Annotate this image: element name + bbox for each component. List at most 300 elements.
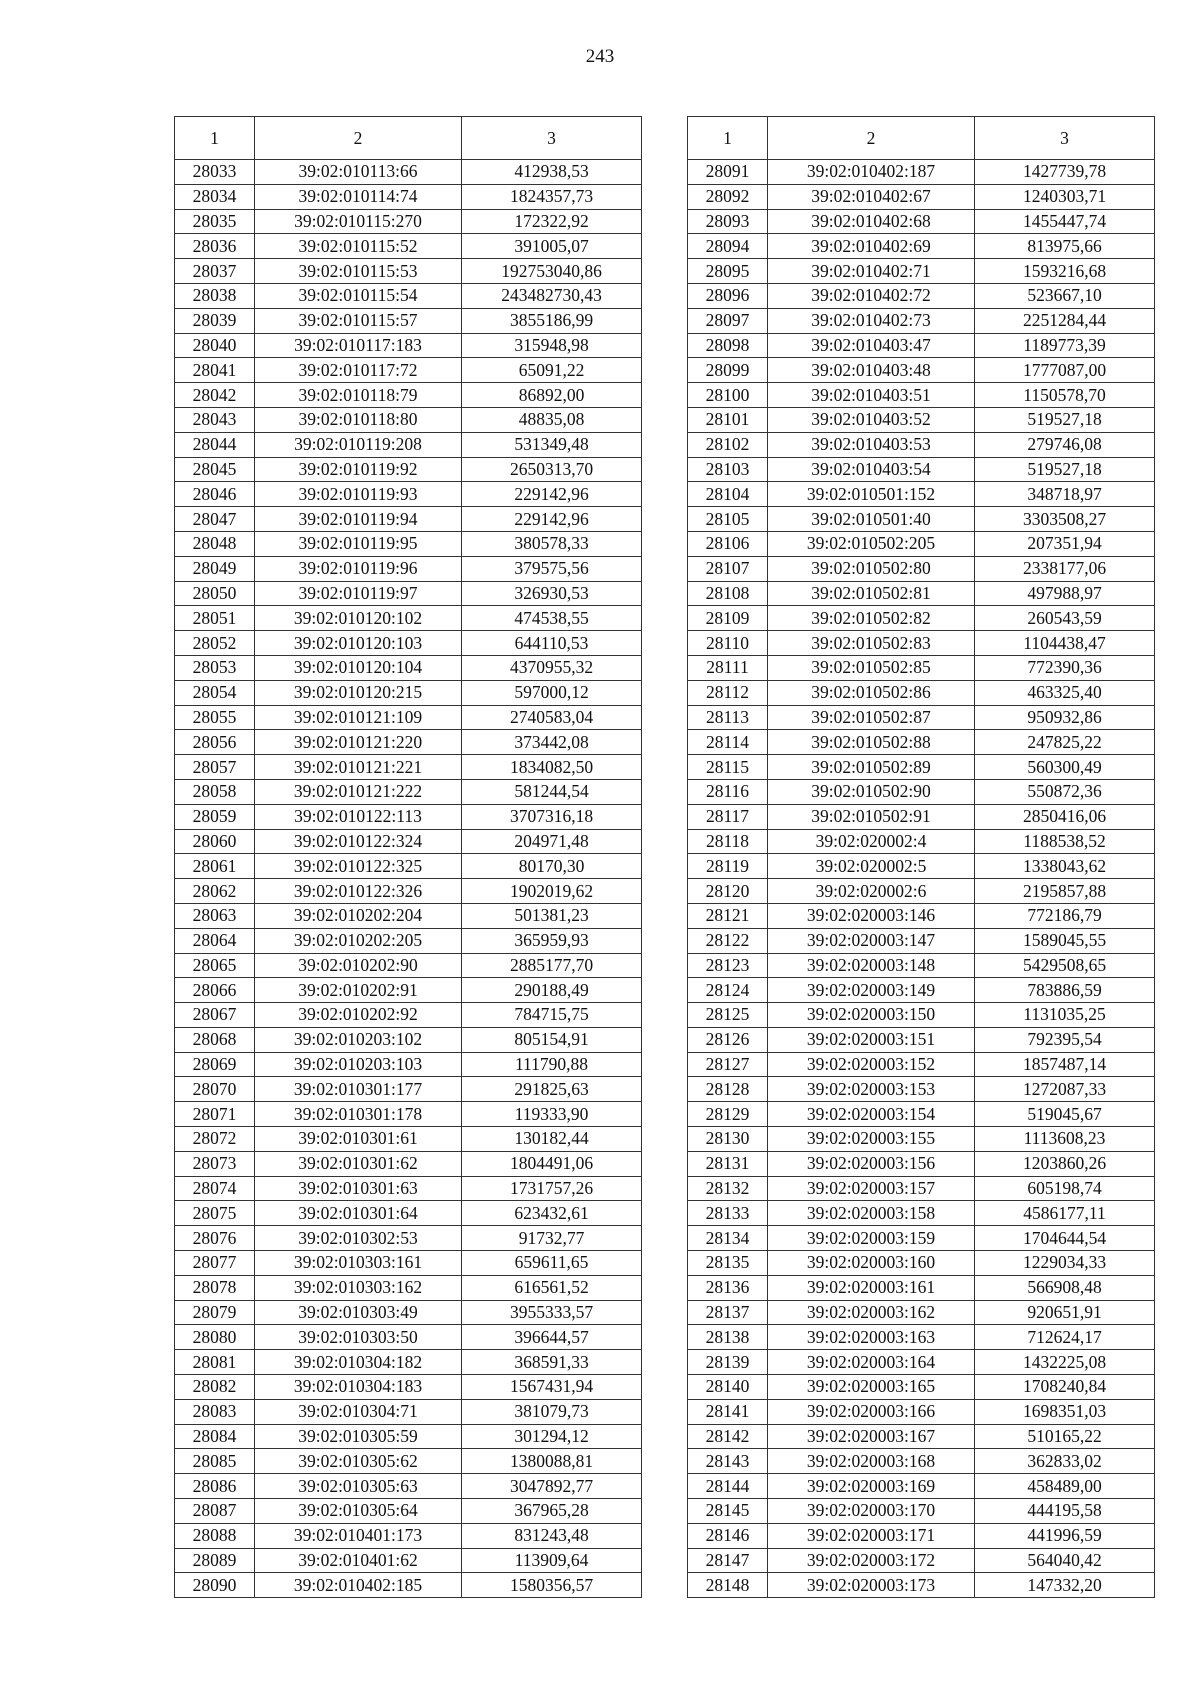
cadastral-value-cell: 1593216,68 — [975, 259, 1155, 284]
row-number-cell: 28120 — [688, 879, 768, 904]
cadastral-value-cell: 1580356,57 — [462, 1573, 642, 1598]
cadastral-number-cell: 39:02:010120:102 — [255, 606, 462, 631]
cadastral-number-cell: 39:02:020003:163 — [768, 1325, 975, 1350]
row-number-cell: 28107 — [688, 556, 768, 581]
row-number-cell: 28079 — [175, 1300, 255, 1325]
cadastral-number-cell: 39:02:010115:54 — [255, 283, 462, 308]
row-number-cell: 28099 — [688, 358, 768, 383]
column-header-number: 1 — [175, 117, 255, 160]
cadastral-value-cell: 315948,98 — [462, 333, 642, 358]
table-row — [688, 308, 1155, 333]
row-number-cell: 28059 — [175, 804, 255, 829]
table-row — [175, 730, 642, 755]
cadastral-value-cell: 243482730,43 — [462, 283, 642, 308]
cadastral-number-cell: 39:02:010305:62 — [255, 1449, 462, 1474]
cadastral-number-cell: 39:02:020003:147 — [768, 928, 975, 953]
row-number-cell: 28089 — [175, 1548, 255, 1573]
table-row — [175, 1027, 642, 1052]
cadastral-value-cell: 204971,48 — [462, 829, 642, 854]
cadastral-value-cell: 1432225,08 — [975, 1350, 1155, 1375]
cadastral-value-cell: 2740583,04 — [462, 705, 642, 730]
cadastral-value-cell: 1229034,33 — [975, 1251, 1155, 1276]
cadastral-number-cell: 39:02:010117:183 — [255, 333, 462, 358]
cadastral-value-cell: 111790,88 — [462, 1052, 642, 1077]
row-number-cell: 28051 — [175, 606, 255, 631]
table-row — [175, 259, 642, 284]
row-number-cell: 28124 — [688, 978, 768, 1003]
header-row — [688, 117, 1155, 160]
cadastral-value-cell: 301294,12 — [462, 1424, 642, 1449]
cadastral-value-cell: 2195857,88 — [975, 879, 1155, 904]
row-number-cell: 28062 — [175, 879, 255, 904]
table-row — [688, 730, 1155, 755]
cadastral-value-cell: 444195,58 — [975, 1499, 1155, 1524]
table-row — [688, 1449, 1155, 1474]
column-header-cadastral-number: 2 — [768, 117, 975, 160]
cadastral-value-cell: 805154,91 — [462, 1027, 642, 1052]
row-number-cell: 28139 — [688, 1350, 768, 1375]
cadastral-number-cell: 39:02:020003:173 — [768, 1573, 975, 1598]
cadastral-value-cell: 474538,55 — [462, 606, 642, 631]
cadastral-number-cell: 39:02:010121:109 — [255, 705, 462, 730]
row-number-cell: 28071 — [175, 1102, 255, 1127]
cadastral-number-cell: 39:02:010304:183 — [255, 1375, 462, 1400]
cadastral-number-cell: 39:02:010203:102 — [255, 1027, 462, 1052]
table-row — [688, 680, 1155, 705]
row-number-cell: 28054 — [175, 680, 255, 705]
row-number-cell: 28056 — [175, 730, 255, 755]
row-number-cell: 28058 — [175, 779, 255, 804]
table-row — [175, 1350, 642, 1375]
row-number-cell: 28118 — [688, 829, 768, 854]
right-register-table — [687, 116, 1155, 1598]
row-number-cell: 28115 — [688, 755, 768, 780]
cadastral-number-cell: 39:02:010303:49 — [255, 1300, 462, 1325]
row-number-cell: 28055 — [175, 705, 255, 730]
cadastral-value-cell: 1455447,74 — [975, 209, 1155, 234]
row-number-cell: 28095 — [688, 259, 768, 284]
cadastral-value-cell: 772186,79 — [975, 903, 1155, 928]
row-number-cell: 28141 — [688, 1399, 768, 1424]
cadastral-number-cell: 39:02:010501:152 — [768, 482, 975, 507]
table-row — [688, 283, 1155, 308]
cadastral-number-cell: 39:02:010301:61 — [255, 1127, 462, 1152]
row-number-cell: 28057 — [175, 755, 255, 780]
cadastral-value-cell: 1731757,26 — [462, 1176, 642, 1201]
table-row — [688, 1127, 1155, 1152]
table-row — [175, 879, 642, 904]
cadastral-number-cell: 39:02:010121:221 — [255, 755, 462, 780]
cadastral-value-cell: 1698351,03 — [975, 1399, 1155, 1424]
row-number-cell: 28145 — [688, 1499, 768, 1524]
cadastral-number-cell: 39:02:010119:95 — [255, 531, 462, 556]
cadastral-value-cell: 1824357,73 — [462, 184, 642, 209]
cadastral-number-cell: 39:02:010117:72 — [255, 358, 462, 383]
row-number-cell: 28050 — [175, 581, 255, 606]
table-row — [688, 1573, 1155, 1598]
right-table-body — [688, 160, 1155, 1598]
cadastral-value-cell: 3955333,57 — [462, 1300, 642, 1325]
cadastral-value-cell: 3707316,18 — [462, 804, 642, 829]
cadastral-number-cell: 39:02:010302:53 — [255, 1226, 462, 1251]
table-row — [688, 1077, 1155, 1102]
cadastral-value-cell: 412938,53 — [462, 160, 642, 185]
cadastral-value-cell: 229142,96 — [462, 482, 642, 507]
table-row — [175, 606, 642, 631]
row-number-cell: 28080 — [175, 1325, 255, 1350]
column-header-number: 1 — [688, 117, 768, 160]
table-row — [688, 829, 1155, 854]
table-row — [688, 804, 1155, 829]
cadastral-value-cell: 247825,22 — [975, 730, 1155, 755]
cadastral-number-cell: 39:02:020003:158 — [768, 1201, 975, 1226]
cadastral-value-cell: 463325,40 — [975, 680, 1155, 705]
cadastral-number-cell: 39:02:020003:151 — [768, 1027, 975, 1052]
cadastral-number-cell: 39:02:010301:64 — [255, 1201, 462, 1226]
cadastral-value-cell: 2251284,44 — [975, 308, 1155, 333]
table-row — [688, 928, 1155, 953]
cadastral-number-cell: 39:02:010403:52 — [768, 407, 975, 432]
row-number-cell: 28106 — [688, 531, 768, 556]
cadastral-value-cell: 1272087,33 — [975, 1077, 1155, 1102]
table-row — [688, 1151, 1155, 1176]
row-number-cell: 28064 — [175, 928, 255, 953]
cadastral-value-cell: 1189773,39 — [975, 333, 1155, 358]
row-number-cell: 28121 — [688, 903, 768, 928]
cadastral-value-cell: 519527,18 — [975, 407, 1155, 432]
cadastral-value-cell: 373442,08 — [462, 730, 642, 755]
cadastral-number-cell: 39:02:010502:83 — [768, 631, 975, 656]
row-number-cell: 28104 — [688, 482, 768, 507]
cadastral-value-cell: 368591,33 — [462, 1350, 642, 1375]
cadastral-value-cell: 784715,75 — [462, 1003, 642, 1028]
row-number-cell: 28042 — [175, 383, 255, 408]
row-number-cell: 28144 — [688, 1474, 768, 1499]
row-number-cell: 28111 — [688, 655, 768, 680]
cadastral-value-cell: 1131035,25 — [975, 1003, 1155, 1028]
cadastral-value-cell: 229142,96 — [462, 507, 642, 532]
row-number-cell: 28039 — [175, 308, 255, 333]
cadastral-value-cell: 519045,67 — [975, 1102, 1155, 1127]
table-row — [175, 1077, 642, 1102]
cadastral-value-cell: 501381,23 — [462, 903, 642, 928]
cadastral-value-cell: 659611,65 — [462, 1251, 642, 1276]
row-number-cell: 28143 — [688, 1449, 768, 1474]
row-number-cell: 28125 — [688, 1003, 768, 1028]
cadastral-value-cell: 1150578,70 — [975, 383, 1155, 408]
cadastral-value-cell: 792395,54 — [975, 1027, 1155, 1052]
table-row — [175, 903, 642, 928]
table-row — [175, 1102, 642, 1127]
cadastral-number-cell: 39:02:020003:166 — [768, 1399, 975, 1424]
table-row — [175, 234, 642, 259]
table-row — [688, 1548, 1155, 1573]
cadastral-number-cell: 39:02:010119:93 — [255, 482, 462, 507]
row-number-cell: 28094 — [688, 234, 768, 259]
cadastral-value-cell: 4370955,32 — [462, 655, 642, 680]
row-number-cell: 28119 — [688, 854, 768, 879]
table-row — [175, 308, 642, 333]
table-row — [175, 581, 642, 606]
row-number-cell: 28038 — [175, 283, 255, 308]
cadastral-number-cell: 39:02:020003:150 — [768, 1003, 975, 1028]
cadastral-number-cell: 39:02:010119:208 — [255, 432, 462, 457]
cadastral-number-cell: 39:02:010122:324 — [255, 829, 462, 854]
cadastral-number-cell: 39:02:010115:52 — [255, 234, 462, 259]
cadastral-number-cell: 39:02:010304:182 — [255, 1350, 462, 1375]
table-row — [688, 432, 1155, 457]
table-row — [688, 184, 1155, 209]
table-row — [175, 1127, 642, 1152]
row-number-cell: 28135 — [688, 1251, 768, 1276]
table-row — [175, 1449, 642, 1474]
row-number-cell: 28127 — [688, 1052, 768, 1077]
cadastral-number-cell: 39:02:020003:157 — [768, 1176, 975, 1201]
row-number-cell: 28075 — [175, 1201, 255, 1226]
row-number-cell: 28084 — [175, 1424, 255, 1449]
cadastral-number-cell: 39:02:020003:172 — [768, 1548, 975, 1573]
cadastral-number-cell: 39:02:020003:165 — [768, 1375, 975, 1400]
table-row — [688, 333, 1155, 358]
row-number-cell: 28101 — [688, 407, 768, 432]
table-row — [175, 556, 642, 581]
table-row — [688, 1226, 1155, 1251]
table-row — [688, 1275, 1155, 1300]
row-number-cell: 28035 — [175, 209, 255, 234]
table-row — [688, 705, 1155, 730]
cadastral-value-cell: 497988,97 — [975, 581, 1155, 606]
row-number-cell: 28138 — [688, 1325, 768, 1350]
table-row — [688, 631, 1155, 656]
cadastral-value-cell: 510165,22 — [975, 1424, 1155, 1449]
cadastral-value-cell: 279746,08 — [975, 432, 1155, 457]
page-number: 243 — [585, 46, 615, 67]
table-row — [688, 1350, 1155, 1375]
table-row — [688, 779, 1155, 804]
cadastral-number-cell: 39:02:010120:104 — [255, 655, 462, 680]
cadastral-number-cell: 39:02:010402:72 — [768, 283, 975, 308]
cadastral-number-cell: 39:02:010119:94 — [255, 507, 462, 532]
cadastral-number-cell: 39:02:020002:5 — [768, 854, 975, 879]
cadastral-number-cell: 39:02:020003:170 — [768, 1499, 975, 1524]
row-number-cell: 28073 — [175, 1151, 255, 1176]
cadastral-value-cell: 290188,49 — [462, 978, 642, 1003]
row-number-cell: 28133 — [688, 1201, 768, 1226]
cadastral-value-cell: 772390,36 — [975, 655, 1155, 680]
row-number-cell: 28108 — [688, 581, 768, 606]
cadastral-value-cell: 367965,28 — [462, 1499, 642, 1524]
row-number-cell: 28076 — [175, 1226, 255, 1251]
cadastral-number-cell: 39:02:010502:88 — [768, 730, 975, 755]
cadastral-number-cell: 39:02:010119:97 — [255, 581, 462, 606]
cadastral-number-cell: 39:02:010202:204 — [255, 903, 462, 928]
row-number-cell: 28052 — [175, 631, 255, 656]
cadastral-value-cell: 623432,61 — [462, 1201, 642, 1226]
table-row — [688, 1003, 1155, 1028]
row-number-cell: 28116 — [688, 779, 768, 804]
table-row — [175, 804, 642, 829]
table-row — [688, 978, 1155, 1003]
cadastral-value-cell: 113909,64 — [462, 1548, 642, 1573]
cadastral-number-cell: 39:02:020003:161 — [768, 1275, 975, 1300]
cadastral-value-cell: 2338177,06 — [975, 556, 1155, 581]
cadastral-number-cell: 39:02:010501:40 — [768, 507, 975, 532]
cadastral-value-cell: 48835,08 — [462, 407, 642, 432]
cadastral-value-cell: 1188538,52 — [975, 829, 1155, 854]
cadastral-value-cell: 1240303,71 — [975, 184, 1155, 209]
cadastral-number-cell: 39:02:010402:67 — [768, 184, 975, 209]
table-row — [688, 482, 1155, 507]
cadastral-number-cell: 39:02:020003:171 — [768, 1523, 975, 1548]
cadastral-number-cell: 39:02:010118:80 — [255, 407, 462, 432]
row-number-cell: 28037 — [175, 259, 255, 284]
table-row — [175, 333, 642, 358]
row-number-cell: 28100 — [688, 383, 768, 408]
table-row — [688, 1523, 1155, 1548]
cadastral-value-cell: 519527,18 — [975, 457, 1155, 482]
row-number-cell: 28044 — [175, 432, 255, 457]
table-row — [175, 184, 642, 209]
table-row — [175, 1375, 642, 1400]
row-number-cell: 28069 — [175, 1052, 255, 1077]
table-row — [175, 1275, 642, 1300]
row-number-cell: 28060 — [175, 829, 255, 854]
cadastral-number-cell: 39:02:020003:167 — [768, 1424, 975, 1449]
cadastral-number-cell: 39:02:010115:57 — [255, 308, 462, 333]
cadastral-number-cell: 39:02:010115:53 — [255, 259, 462, 284]
table-row — [688, 1424, 1155, 1449]
table-row — [688, 259, 1155, 284]
cadastral-number-cell: 39:02:010305:59 — [255, 1424, 462, 1449]
cadastral-value-cell: 1338043,62 — [975, 854, 1155, 879]
cadastral-number-cell: 39:02:010402:71 — [768, 259, 975, 284]
row-number-cell: 28033 — [175, 160, 255, 185]
row-number-cell: 28088 — [175, 1523, 255, 1548]
cadastral-value-cell: 4586177,11 — [975, 1201, 1155, 1226]
table-row — [175, 1052, 642, 1077]
cadastral-number-cell: 39:02:010115:270 — [255, 209, 462, 234]
cadastral-number-cell: 39:02:020002:4 — [768, 829, 975, 854]
row-number-cell: 28034 — [175, 184, 255, 209]
row-number-cell: 28041 — [175, 358, 255, 383]
row-number-cell: 28112 — [688, 680, 768, 705]
row-number-cell: 28123 — [688, 953, 768, 978]
cadastral-number-cell: 39:02:010403:51 — [768, 383, 975, 408]
row-number-cell: 28036 — [175, 234, 255, 259]
row-number-cell: 28046 — [175, 482, 255, 507]
cadastral-value-cell: 581244,54 — [462, 779, 642, 804]
cadastral-number-cell: 39:02:010502:90 — [768, 779, 975, 804]
table-row — [175, 680, 642, 705]
table-row — [175, 383, 642, 408]
cadastral-value-cell: 1857487,14 — [975, 1052, 1155, 1077]
cadastral-number-cell: 39:02:010203:103 — [255, 1052, 462, 1077]
cadastral-number-cell: 39:02:010118:79 — [255, 383, 462, 408]
cadastral-number-cell: 39:02:010120:103 — [255, 631, 462, 656]
cadastral-value-cell: 1708240,84 — [975, 1375, 1155, 1400]
cadastral-value-cell: 5429508,65 — [975, 953, 1155, 978]
row-number-cell: 28063 — [175, 903, 255, 928]
cadastral-number-cell: 39:02:010502:205 — [768, 531, 975, 556]
cadastral-number-cell: 39:02:010502:82 — [768, 606, 975, 631]
cadastral-value-cell: 3303508,27 — [975, 507, 1155, 532]
table-row — [175, 978, 642, 1003]
row-number-cell: 28067 — [175, 1003, 255, 1028]
column-header-cadastral-number: 2 — [255, 117, 462, 160]
table-row — [688, 1499, 1155, 1524]
cadastral-value-cell: 813975,66 — [975, 234, 1155, 259]
cadastral-number-cell: 39:02:010119:96 — [255, 556, 462, 581]
cadastral-value-cell: 260543,59 — [975, 606, 1155, 631]
cadastral-value-cell: 91732,77 — [462, 1226, 642, 1251]
cadastral-value-cell: 348718,97 — [975, 482, 1155, 507]
table-row — [175, 1251, 642, 1276]
row-number-cell: 28068 — [175, 1027, 255, 1052]
table-row — [175, 1300, 642, 1325]
row-number-cell: 28077 — [175, 1251, 255, 1276]
row-number-cell: 28130 — [688, 1127, 768, 1152]
table-row — [175, 1499, 642, 1524]
cadastral-value-cell: 1902019,62 — [462, 879, 642, 904]
row-number-cell: 28131 — [688, 1151, 768, 1176]
row-number-cell: 28097 — [688, 308, 768, 333]
table-row — [175, 160, 642, 185]
cadastral-value-cell: 1203860,26 — [975, 1151, 1155, 1176]
table-row — [688, 556, 1155, 581]
header-row — [175, 117, 642, 160]
row-number-cell: 28070 — [175, 1077, 255, 1102]
cadastral-value-cell: 2650313,70 — [462, 457, 642, 482]
row-number-cell: 28117 — [688, 804, 768, 829]
table-row — [175, 1176, 642, 1201]
table-row — [688, 1375, 1155, 1400]
cadastral-number-cell: 39:02:020003:159 — [768, 1226, 975, 1251]
cadastral-number-cell: 39:02:020003:168 — [768, 1449, 975, 1474]
cadastral-number-cell: 39:02:010502:87 — [768, 705, 975, 730]
row-number-cell: 28085 — [175, 1449, 255, 1474]
table-row — [175, 779, 642, 804]
table-row — [688, 507, 1155, 532]
cadastral-number-cell: 39:02:010301:62 — [255, 1151, 462, 1176]
cadastral-number-cell: 39:02:010114:74 — [255, 184, 462, 209]
table-row — [175, 358, 642, 383]
row-number-cell: 28128 — [688, 1077, 768, 1102]
cadastral-number-cell: 39:02:010502:81 — [768, 581, 975, 606]
table-row — [175, 209, 642, 234]
row-number-cell: 28142 — [688, 1424, 768, 1449]
cadastral-value-cell: 566908,48 — [975, 1275, 1155, 1300]
table-row — [175, 482, 642, 507]
cadastral-number-cell: 39:02:020003:152 — [768, 1052, 975, 1077]
cadastral-value-cell: 712624,17 — [975, 1325, 1155, 1350]
row-number-cell: 28132 — [688, 1176, 768, 1201]
table-row — [688, 953, 1155, 978]
cadastral-number-cell: 39:02:020003:148 — [768, 953, 975, 978]
table-row — [688, 1399, 1155, 1424]
cadastral-value-cell: 1589045,55 — [975, 928, 1155, 953]
row-number-cell: 28040 — [175, 333, 255, 358]
table-row — [175, 1424, 642, 1449]
table-row — [175, 1399, 642, 1424]
table-row — [175, 1201, 642, 1226]
cadastral-value-cell: 550872,36 — [975, 779, 1155, 804]
table-row — [688, 531, 1155, 556]
row-number-cell: 28129 — [688, 1102, 768, 1127]
cadastral-number-cell: 39:02:010502:86 — [768, 680, 975, 705]
row-number-cell: 28092 — [688, 184, 768, 209]
table-row — [175, 1325, 642, 1350]
cadastral-number-cell: 39:02:010402:68 — [768, 209, 975, 234]
